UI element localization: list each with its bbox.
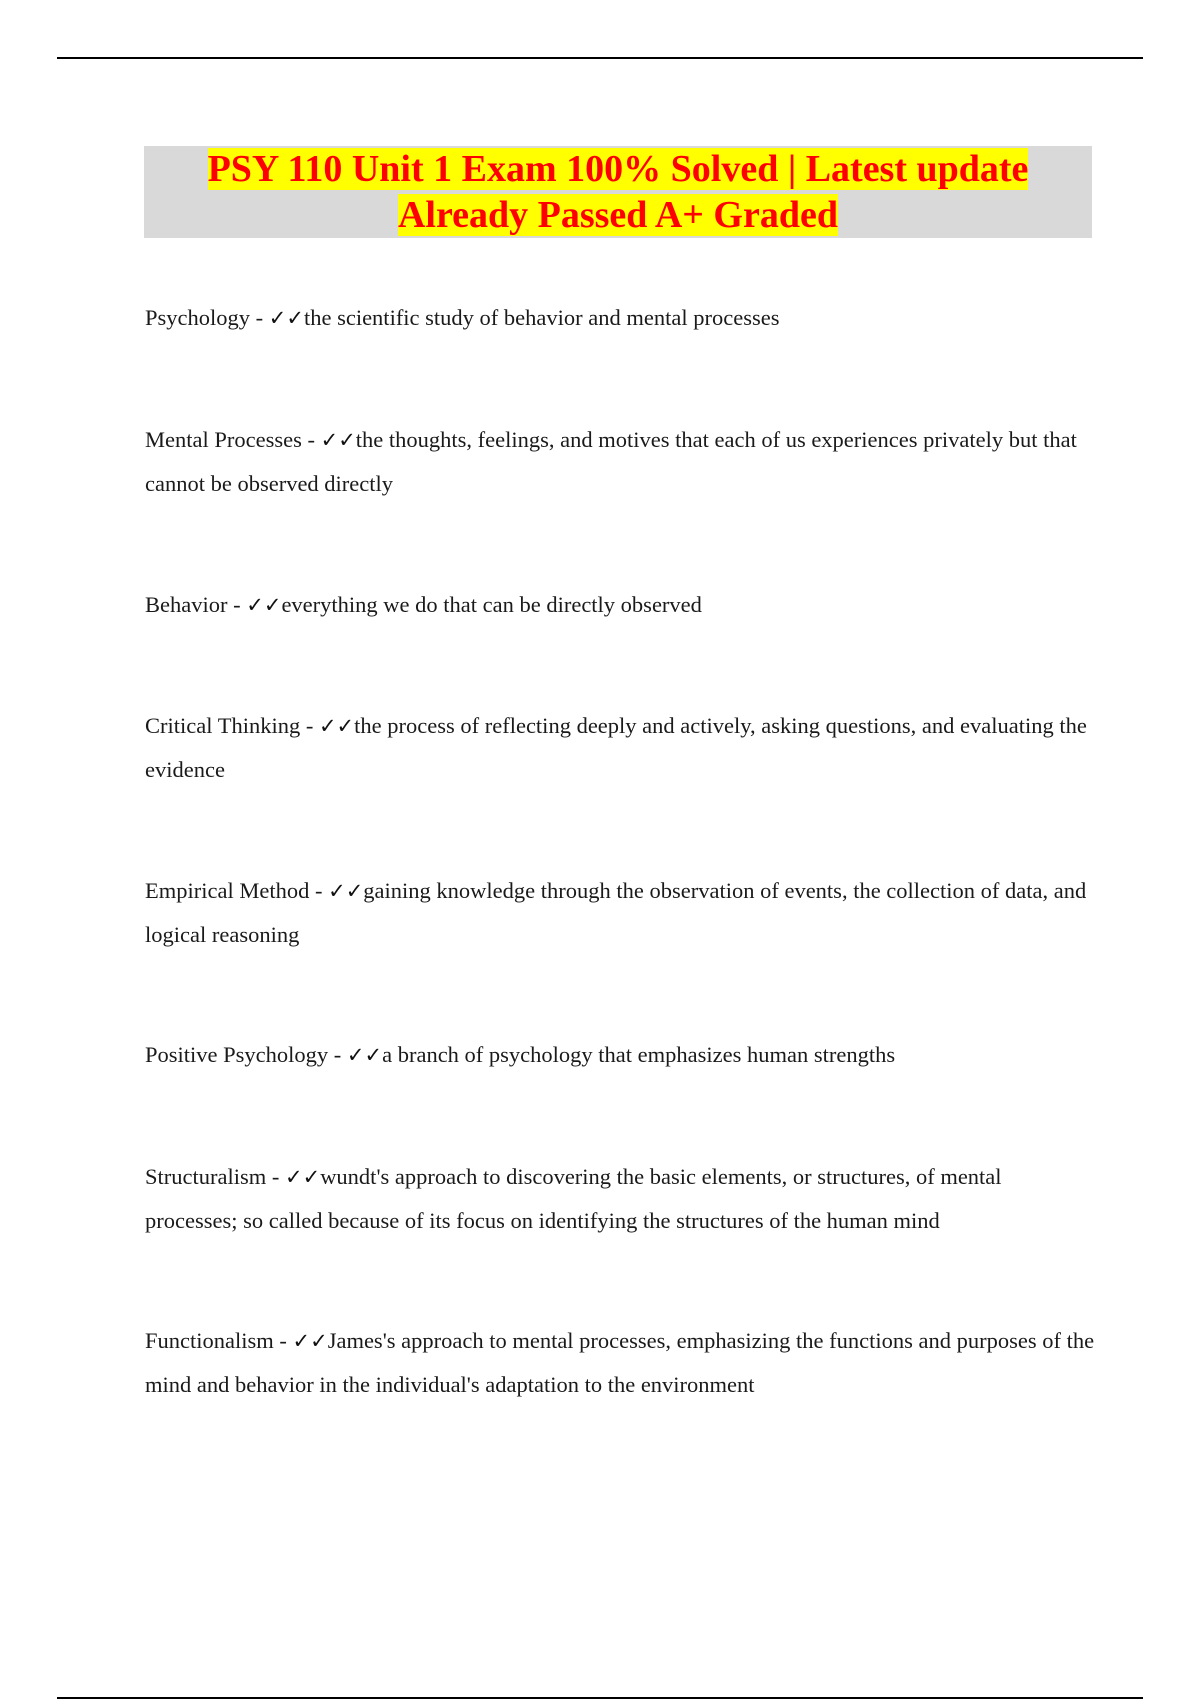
separator: - xyxy=(227,592,247,617)
definition: everything we do that can be directly observed xyxy=(281,592,702,617)
definition: James's approach to mental processes, emphasizing the functions and purposes of the mind and behavior in the individual's adaptation to the environment xyxy=(145,1328,1095,1397)
list-item xyxy=(145,1319,1095,1407)
double-check-icon: ✓✓ xyxy=(284,1165,321,1189)
definition: a branch of psychology that emphasizes human strengths xyxy=(382,1042,896,1067)
title-line-2: Already Passed A+ Graded xyxy=(397,194,838,236)
term: Empirical Method xyxy=(145,878,310,903)
double-check-icon: ✓✓ xyxy=(292,1329,328,1353)
page-title xyxy=(208,146,1029,238)
definition: the process of reflecting deeply and actively, asking questions, and evaluating the evidence xyxy=(145,713,1087,782)
title-banner xyxy=(144,146,1092,238)
list-item xyxy=(145,869,1095,957)
list-item xyxy=(145,704,1095,792)
double-check-icon: ✓✓ xyxy=(328,879,364,903)
double-check-icon: ✓✓ xyxy=(320,428,356,452)
double-check-icon: ✓✓ xyxy=(268,306,304,330)
title-line-1: PSY 110 Unit 1 Exam 100% Solved | Latest update xyxy=(207,148,1029,190)
separator: - xyxy=(301,427,321,452)
list-item xyxy=(145,296,1095,340)
term: Functionalism xyxy=(145,1328,274,1353)
term: Critical Thinking xyxy=(145,713,301,738)
term: Behavior xyxy=(145,592,228,617)
separator: - xyxy=(250,305,269,330)
term: Positive Psychology xyxy=(145,1042,329,1067)
definition: the thoughts, feelings, and motives that each of us experiences privately but that cannot be observed directly xyxy=(145,427,1077,496)
definition: gaining knowledge through the observation of events, the collection of data, and logical reasoning xyxy=(145,878,1087,947)
term: Mental Processes xyxy=(145,427,302,452)
list-item xyxy=(145,583,1095,627)
term: Psychology xyxy=(145,305,251,330)
bottom-divider xyxy=(57,1697,1143,1699)
separator: - xyxy=(266,1164,285,1189)
separator: - xyxy=(328,1042,347,1067)
separator: - xyxy=(309,878,329,903)
separator: - xyxy=(273,1328,293,1353)
double-check-icon: ✓✓ xyxy=(246,593,282,617)
double-check-icon: ✓✓ xyxy=(318,714,355,738)
list-item xyxy=(145,1155,1095,1243)
definition: wundt's approach to discovering the basic elements, or structures, of mental processes; so called because of its focus on identifying the structures of the human mind xyxy=(145,1164,1002,1233)
definition: the scientific study of behavior and mental processes xyxy=(303,305,780,330)
list-item xyxy=(145,1033,1095,1077)
term: Structuralism xyxy=(145,1164,267,1189)
list-item xyxy=(145,418,1095,506)
double-check-icon: ✓✓ xyxy=(346,1043,383,1067)
separator: - xyxy=(300,713,319,738)
top-divider xyxy=(57,57,1143,59)
